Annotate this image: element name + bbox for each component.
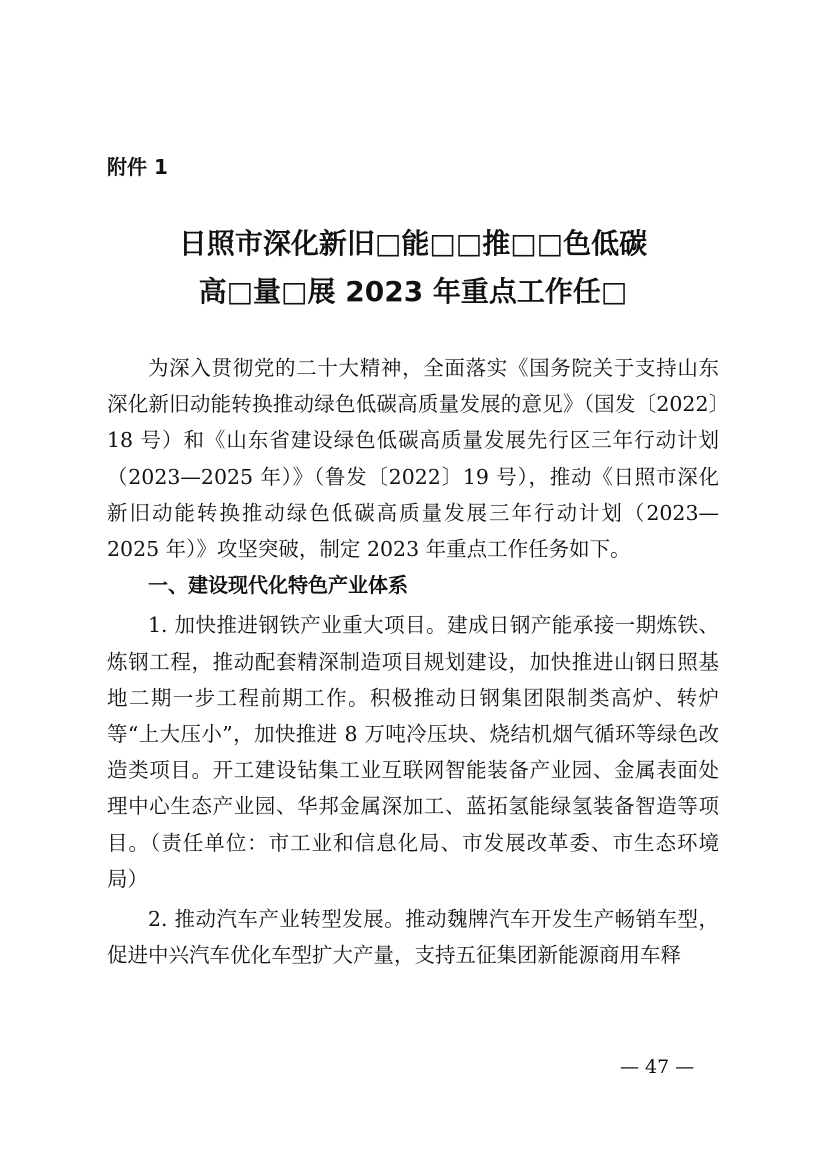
intro-paragraph: 为深入贯彻党的二十大精神，全面落实《国务院关于支持山东深化新旧动能转换推动绿色低碳高质量发展的意见》（国发〔2022〕18 号）和《山东省建设绿色低碳高质量发展先行区三年行动计划（2023—2025 年）》（鲁发〔2022〕19 号），推动《日照市深化新旧动能转换推动绿色低碳高质量发展三年行动计划（2023—2025 年）》攻坚突破，制定 2023 年重点工作任务如下。 [107,356,719,562]
document-title [100,220,726,316]
page-number: — 47 — [620,1056,695,1078]
item-paragraph-2: 2. 推动汽车产业转型发展。推动魏牌汽车开发生产畅销车型，促进中兴汽车优化车型扩大产量，支持五征集团新能源商用车释 [107,907,719,968]
title-line-1: 日照市深化新旧□能□□推□□色低碳 [178,227,648,260]
document-body [107,350,719,973]
item-paragraph-1: 1. 加快推进钢铁产业重大项目。建成日钢产能承接一期炼铁、炼钢工程，推动配套精深制造项目规划建设，加快推进山钢日照基地二期一步工程前期工作。积极推动日钢集团限制类高炉、转炉等“上大压小”，加快推进 8 万吨冷压块、烧结机烟气循环等绿色改造类项目。开工建设钻集工业互联网智能装备产业园、金属表面处理中心生态产业园、华邦金属深加工、蓝拓氢能绿氢装备智造等项目。（责任单位：市工业和信息化局、市发展改革委、市生态环境局） [107,613,719,891]
title-line-2: 高□量□展 2023 年重点工作任□ [198,275,628,308]
attachment-label: 附件 1 [107,155,168,179]
section-heading: 一、建设现代化特色产业体系 [148,573,408,598]
